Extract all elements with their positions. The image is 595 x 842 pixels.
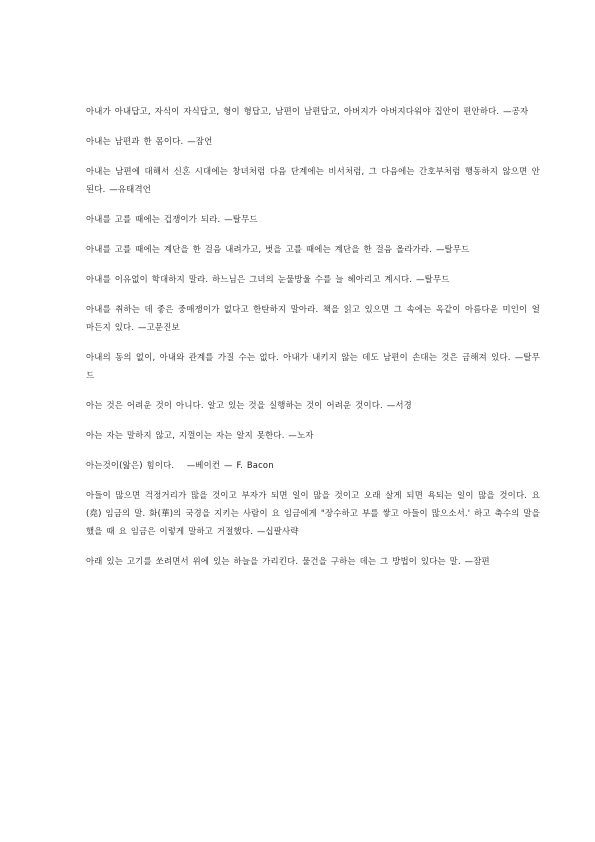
quote-paragraph: 아래 있는 고기를 쏘려면서 위에 있는 하늘을 가리킨다. 물건을 구하는 데는 그 방법이 있다는 말. —잠편 (86, 556, 490, 566)
quote-paragraph: 아내의 동의 없이, 아내와 관계를 가질 수는 없다. 아내가 내키지 않는 데도 남편이 손대는 것은 금해져 있다. —탈무드 (86, 352, 540, 380)
quote-paragraph: 아내를 고를 때에는 겁쟁이가 되라. —탈무드 (86, 214, 258, 224)
quote-list (86, 102, 540, 582)
quote-paragraph: 아내를 취하는 데 좋은 중매쟁이가 없다고 한탄하지 말아라. 책을 읽고 있으면 그 속에는 옥같이 아름다운 미인이 얼마든지 있다. —고문진보 (86, 304, 540, 332)
quote-paragraph: 아내는 남편에 대해서 신혼 시대에는 창녀처럼 다음 단계에는 비서처럼, 그 다음에는 간호부처럼 행동하지 않으면 안 된다. —유태격언 (86, 166, 540, 194)
quote-paragraph: 아내가 아내답고, 자식이 자식답고, 형이 형답고, 남편이 남편답고, 아버지가 아버지다워야 집안이 편안하다. —공자 (86, 106, 529, 116)
quote-paragraph: 아내를 이유없이 학대하지 말라. 하느님은 그녀의 눈물방울 수를 늘 헤아리고 계시다. —탈무드 (86, 274, 450, 284)
quote-paragraph: 아내를 고를 때에는 계단을 한 걸음 내려가고, 벗을 고를 때에는 계단을 한 걸음 올라가라. —탈무드 (86, 244, 470, 254)
quote-paragraph: 아는 자는 말하지 않고, 지껄이는 자는 알지 못한다. —노자 (86, 430, 314, 440)
quote-paragraph: 아는 것은 어려운 것이 아니다. 알고 있는 것을 실행하는 것이 어려운 것이다. —서경 (86, 400, 412, 410)
quote-paragraph: 아는것이(앎은) 힘이다. —베이컨 — F. Bacon (86, 460, 274, 470)
quote-paragraph: 아내는 남편과 한 몸이다. —잠언 (86, 136, 213, 146)
quote-paragraph: 아들이 많으면 걱정거리가 많을 것이고 부자가 되면 일이 많을 것이고 오래 살게 되면 욕되는 일이 많을 것이다. 요(堯) 임금의 말. 화(華)의 국경을 지키는 사람이 요 임금에게 "장수하고 부를 쌓고 아들이 많으소서.' 하고 축수의 말을 했을 때 요 임금은 이렇게 말하고 거절했다. —십팔사략 (86, 490, 540, 536)
